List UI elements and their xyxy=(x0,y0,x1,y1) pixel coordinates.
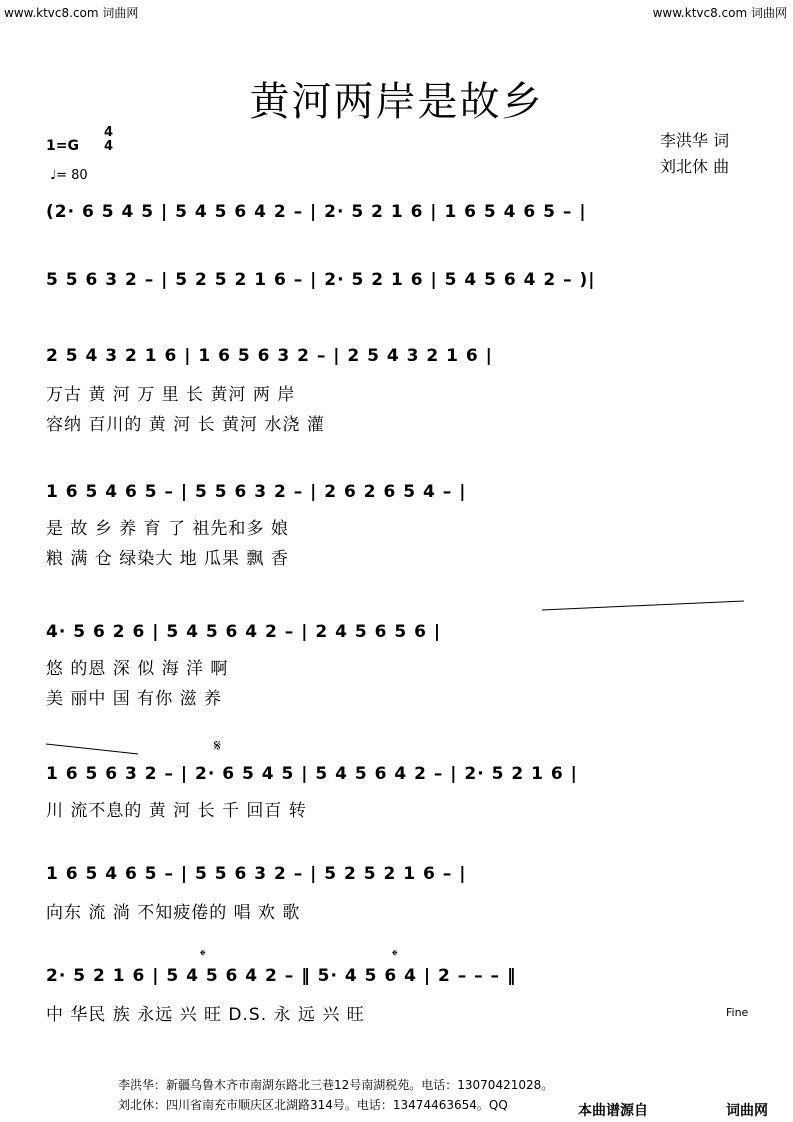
staff-4-lyrics-2: 粮 满 仓 绿染大 地 瓜果 飘 香 xyxy=(46,549,289,569)
fine-marking: Fine xyxy=(726,1006,749,1019)
tempo-value: = 80 xyxy=(56,168,88,183)
key-signature: 1=G xyxy=(46,138,79,154)
song-title: 黄河两岸是故乡 xyxy=(249,79,544,125)
coda-sign-2: 𝄌 xyxy=(392,946,398,965)
time-signature-top: 4 xyxy=(104,125,114,140)
staff-6-notes: 1 6 5 6 3 2 – | 2· 6 5 4 5 | 5 4 5 6 4 2 – | 2· 5 2 1 6 | xyxy=(46,764,578,784)
site-stamp: 词曲网 xyxy=(726,1103,768,1119)
staff-1-notes: (2· 6 5 4 5 | 5 4 5 6 4 2 – | 2· 5 2 1 6 | 1 6 5 4 6 5 – | xyxy=(46,202,587,222)
site-header-right: www.ktvc8.com 词曲网 xyxy=(652,6,787,20)
staff-5-lyrics-2: 美 丽中 国 有你 滋 养 xyxy=(46,689,223,709)
quarter-note-icon: ♩ xyxy=(50,168,57,183)
staff-8-lyrics-1: 中 华民 族 永远 兴 旺 D.S. 永 远 兴 旺 xyxy=(46,1005,365,1025)
staff-8-notes: 2· 5 2 1 6 | 5 4 5 6 4 2 – ‖ 5· 4 5 6 4 | 2 – – – ‖ xyxy=(46,966,517,986)
staff-4-lyrics-1: 是 故 乡 养 育 了 祖先和多 娘 xyxy=(46,519,289,539)
crescendo-line-2 xyxy=(46,744,138,754)
staff-2-notes: 5 5 6 3 2 – | 5 2 5 2 1 6 – | 2· 5 2 1 6 | 5 4 5 6 4 2 – )| xyxy=(46,270,596,290)
crescendo-line-1 xyxy=(542,601,744,610)
staff-4-notes: 1 6 5 4 6 5 – | 5 5 6 3 2 – | 2 6 2 6 5 4 – | xyxy=(46,482,467,502)
staff-6-lyrics-1: 川 流不息的 黄 河 长 千 回百 转 xyxy=(46,801,307,821)
staff-5-notes: 4· 5 6 2 6 | 5 4 5 6 4 2 – | 2 4 5 6 5 6 | xyxy=(46,622,442,642)
footer-line-1: 李洪华：新疆乌鲁木齐市南湖东路北三巷12号南湖税苑。电话：13070421028。 xyxy=(118,1078,554,1092)
time-signature-bottom: 4 xyxy=(104,139,114,154)
staff-7-notes: 1 6 5 4 6 5 – | 5 5 6 3 2 – | 5 2 5 2 1 6 – | xyxy=(46,864,467,884)
staff-7-lyrics-1: 向东 流 淌 不知疲倦的 唱 欢 歌 xyxy=(46,903,301,923)
coda-sign-1: 𝄌 xyxy=(200,946,206,965)
staff-3-notes: 2 5 4 3 2 1 6 | 1 6 5 6 3 2 – | 2 5 4 3 2 1 6 | xyxy=(46,346,493,366)
staff-3-lyrics-1: 万古 黄 河 万 里 长 黄河 两 岸 xyxy=(46,385,296,405)
staff-5-lyrics-1: 悠 的恩 深 似 海 洋 啊 xyxy=(46,659,229,679)
footer-line-2: 刘北休：四川省南充市顺庆区北湖路314号。电话：13474463654。QQ xyxy=(118,1098,508,1112)
lyricist-credit: 李洪华 词 xyxy=(660,131,730,150)
site-header-left: www.ktvc8.com 词曲网 xyxy=(4,6,139,20)
source-stamp: 本曲谱源自 xyxy=(578,1103,648,1119)
composer-credit: 刘北休 曲 xyxy=(660,157,730,176)
segno-sign: 𝄋 xyxy=(214,736,221,755)
staff-3-lyrics-2: 容纳 百川的 黄 河 长 黄河 水浇 灌 xyxy=(46,415,325,435)
